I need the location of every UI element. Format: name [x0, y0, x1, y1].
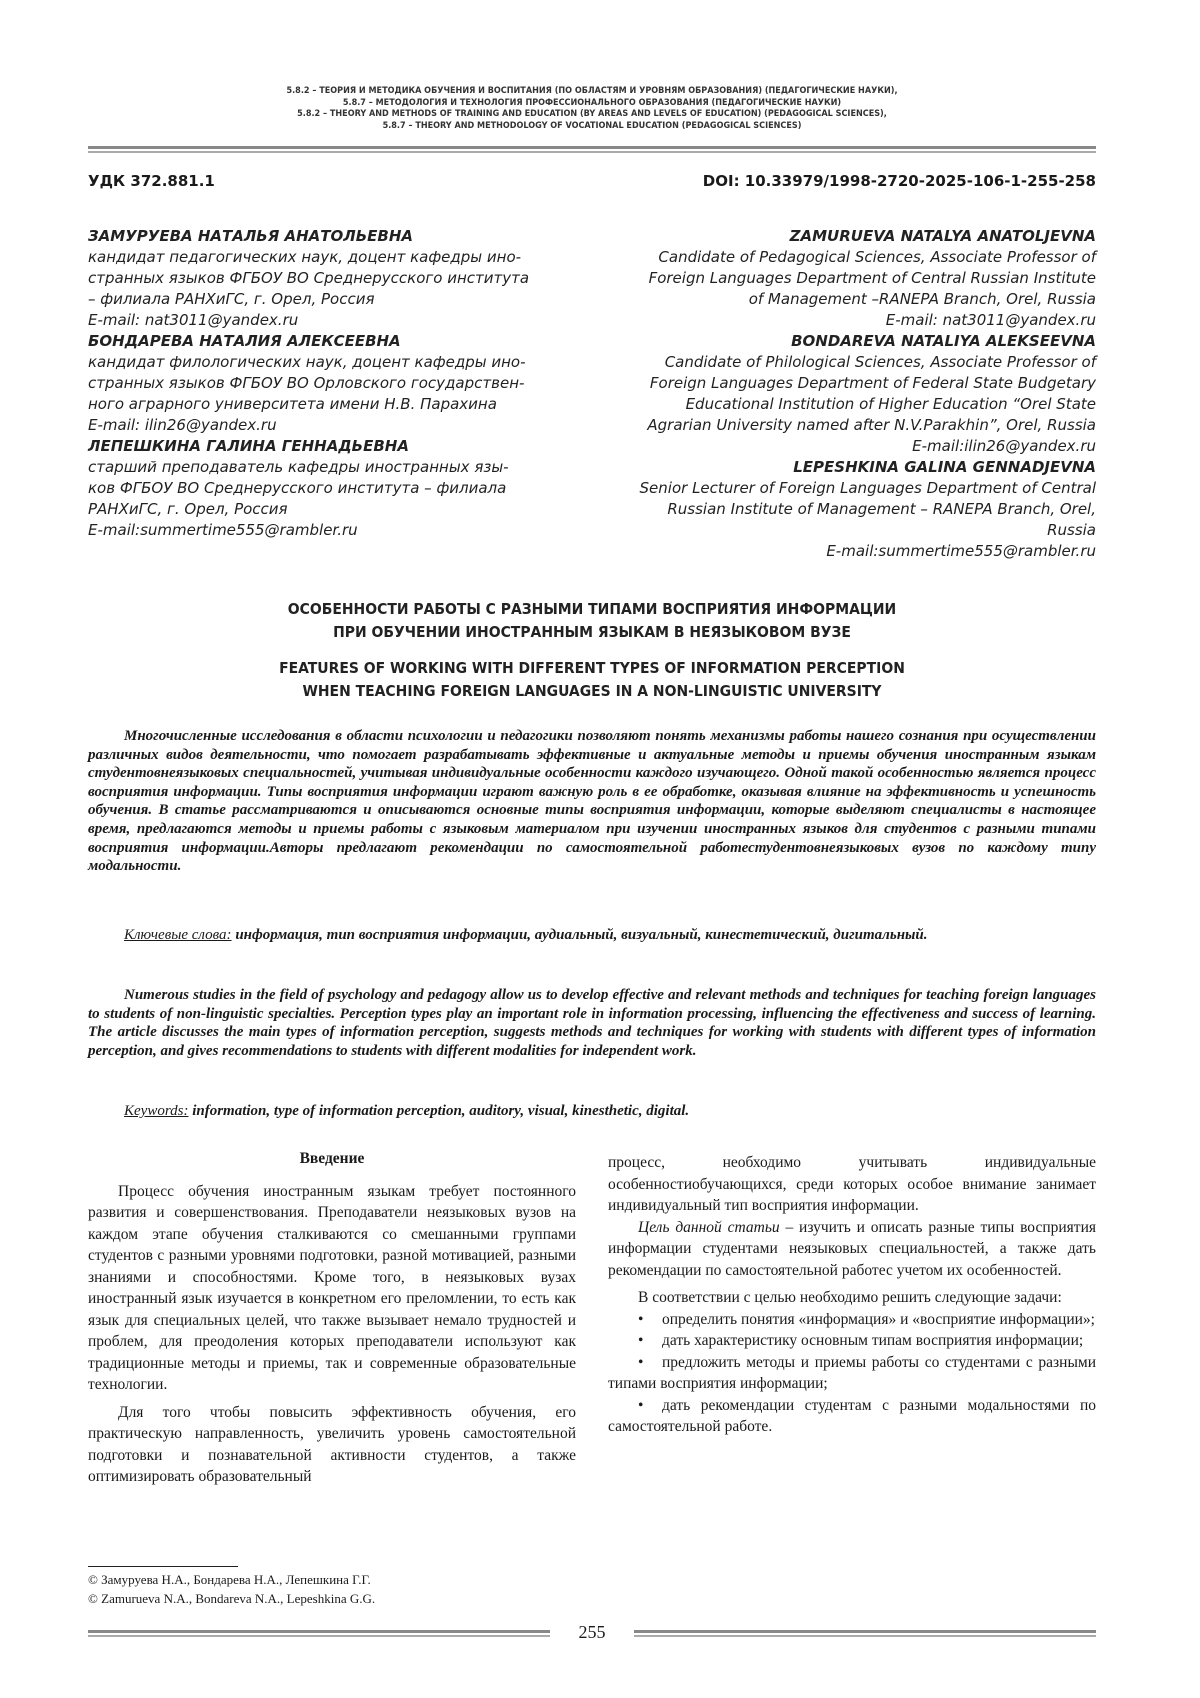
keywords-para [88, 1102, 1096, 1121]
footer-rule-left [88, 1630, 550, 1633]
author-affil: кандидат педагогических наук, доцент кафедры ино- [88, 248, 522, 266]
abstract-text: Numerous studies in the field of psychology and pedagogy allow us to develop effective and relevant methods and techniques for teaching foreign languages to students of non-linguistic specialties. Perception types play an important role in information processing, influencing the effectiveness and success of learning. The article discusses the main types of information perception, suggests methods and techniques for working with students with different types of information perception, and gives recommendations to students with different modalities for independent work. [88, 987, 1096, 1059]
footer-rule-right [634, 1630, 1096, 1633]
author-affil: странных языков ФГБОУ ВО Орловского государствен- [88, 374, 525, 392]
authors-en [612, 226, 1096, 562]
bullet-icon: • [638, 1332, 644, 1349]
authors-ru [88, 226, 570, 541]
author-affil: ков ФГБОУ ВО Среднерусского института – филиала [88, 479, 507, 497]
title-line: WHEN TEACHING FOREIGN LANGUAGES IN A NON-LINGUISTIC UNIVERSITY [302, 682, 882, 700]
journal-page [88, 0, 1096, 1698]
header-line: 5.8.7 – THEORY AND METHODOLOGY OF VOCATIONAL EDUCATION (PEDAGOGICAL SCIENCES) [382, 120, 802, 131]
paragraph: В соответствии с целью необходимо решить следующие задачи: [638, 1289, 1062, 1306]
author-affil: Foreign Languages Department of Federal State Budgetary [649, 374, 1096, 392]
header-line: 5.8.7 – МЕТОДОЛОГИЯ И ТЕХНОЛОГИЯ ПРОФЕССИОНАЛЬНОГО ОБРАЗОВАНИЯ (ПЕДАГОГИЧЕСКИЕ НАУКИ) [342, 97, 842, 108]
author-affil: of Management –RANEPA Branch, Orel, Russia [748, 290, 1096, 308]
author-name: ЛЕПЕШКИНА ГАЛИНА ГЕННАДЬЕВНА [88, 437, 409, 455]
author-email: E-mail:ilin26@yandex.ru [912, 437, 1096, 455]
author-name: ЗАМУРУЕВА НАТАЛЬЯ АНАТОЛЬЕВНА [88, 227, 413, 245]
list-item-text: определить понятия «информация» и «восприятие информации»; [662, 1310, 1095, 1328]
author-affil: Russia [1047, 521, 1096, 539]
paragraph: Для того чтобы повысить эффективность обучения, его практическую направленность, увеличить уровень самостоятельной подготовки и познавательной активности студентов, а также оптимизировать образовательный [88, 1403, 576, 1485]
header-line: 5.8.2 – ТЕОРИЯ И МЕТОДИКА ОБУЧЕНИЯ И ВОСПИТАНИЯ (ПО ОБЛАСТЯМ И УРОВНЯМ ОБРАЗОВАНИЯ) (ПЕДАГОГИЧЕСКИЕ НАУКИ), [286, 86, 898, 96]
author-affil: кандидат филологических наук, доцент кафедры ино- [88, 353, 526, 371]
footer-rule-left-thin [88, 1635, 550, 1637]
bullet-icon: • [638, 1353, 644, 1371]
list-item [608, 1352, 1096, 1395]
author-affil: Agrarian University named after N.V.Parakhin”, Orel, Russia [647, 416, 1096, 434]
title-line: ОСОБЕННОСТИ РАБОТЫ С РАЗНЫМИ ТИПАМИ ВОСПРИЯТИЯ ИНФОРМАЦИИ [287, 600, 897, 618]
author-affil: Russian Institute of Management – RANEPA Branch, Orel, [667, 500, 1096, 518]
paragraph [608, 1217, 1096, 1282]
author-affil: – филиала РАНХиГС, г. Орел, Россия [88, 290, 375, 308]
author-name: LEPESHKINA GALINA GENNADJEVNA [793, 458, 1096, 476]
copyright-en: © Zamurueva N.A., Bondareva N.A., Lepeshkina G.G. [88, 1591, 376, 1606]
meta-row [88, 172, 1096, 194]
author-affil: Senior Lecturer of Foreign Languages Department of Central [639, 479, 1096, 497]
running-header [88, 86, 1096, 132]
author-affil: Candidate of Philological Sciences, Associate Professor of [664, 353, 1096, 371]
doi: DOI: 10.33979/1998-2720-2025-106-1-255-258 [702, 172, 1096, 190]
author-email: E-mail:summertime555@rambler.ru [826, 542, 1096, 560]
keywords-label: Ключевые слова: [124, 927, 232, 943]
author-email: E-mail:summertime555@rambler.ru [88, 521, 358, 539]
author-affil: ного аграрного университета имени Н.В. Парахина [88, 395, 497, 413]
keywords-text: information, type of information perception, auditory, visual, kinesthetic, digital. [192, 1103, 690, 1119]
title-line: FEATURES OF WORKING WITH DIFFERENT TYPES OF INFORMATION PERCEPTION [279, 659, 905, 677]
footer-rule-right-thin [634, 1635, 1096, 1637]
list-item [608, 1330, 1096, 1352]
footer-bar [88, 1624, 1096, 1646]
list-item-text: дать рекомендации студентам с разными модальностями по самостоятельной работе. [608, 1396, 1096, 1435]
abstract-text: Многочисленные исследования в области психологии и педагогики позволяют понять механизмы работы нашего сознания при осуществлении различных видов деятельности, что помогает разрабатывать эффективные и актуальные методы и приемы обучения иностранным языкам студентовнеязыковых специальностей, учитывая индивидуальные особенности каждого изучающего. Одной такой особенностью является процесс восприятия информации. Типы восприятия информации играют важную роль в ее обработке, оказывая влияние на эффективность и успешность обучения. В статье рассматриваются и описываются основные типы восприятия информации, которые выделяют специалисты в настоящее время, предлагаются методы и приемы работы с языковым материалом при изучении иностранных языков для студентов с разными типами восприятия информации.Авторы предлагают рекомендации по самостоятельной работестудентовнеязыковых вузов по каждому типу модальности. [88, 728, 1096, 875]
aim-emphasis: Цель данной статьи [638, 1218, 780, 1236]
body-column-left [88, 1148, 576, 1488]
page-number: 255 [578, 1622, 606, 1642]
header-line: 5.8.2 – THEORY AND METHODS OF TRAINING AND EDUCATION (BY AREAS AND LEVELS OF EDUCATION) (PEDAGOGICAL SCIENCES), [297, 109, 887, 119]
abstract-en [88, 986, 1096, 1060]
author-affil: странных языков ФГБОУ ВО Среднерусского института [88, 269, 530, 287]
author-email: E-mail: nat3011@yandex.ru [885, 311, 1096, 329]
author-name: ZAMURUEVA NATALYA ANATOLJEVNA [789, 227, 1096, 245]
author-name: БОНДАРЕВА НАТАЛИЯ АЛЕКСЕЕВНА [88, 332, 401, 350]
aim-text: – изучить и описать разные типы восприятия информации студентами неязыковых специальностей, а также дать рекомендации по самостоятельной работес учетом их особенностей. [608, 1218, 1096, 1279]
bullet-icon: • [638, 1310, 644, 1328]
title-en [88, 657, 1096, 703]
footnote-rule [88, 1566, 238, 1567]
keywords-text: информация, тип восприятия информации, аудиальный, визуальный, кинестетический, дигитальный. [235, 927, 928, 943]
title-line: ПРИ ОБУЧЕНИИ ИНОСТРАННЫМ ЯЗЫКАМ В НЕЯЗЫКОВОМ ВУЗЕ [333, 623, 851, 641]
author-affil: Foreign Languages Department of Central Russian Institute [648, 269, 1096, 287]
author-affil: Candidate of Pedagogical Sciences, Associate Professor of [658, 248, 1096, 266]
author-affil: старший преподаватель кафедры иностранных язы- [88, 458, 509, 476]
section-heading: Введение [299, 1150, 365, 1167]
keywords-label: Keywords: [124, 1103, 189, 1119]
copyright-ru: © Замуруева Н.А., Бондарева Н.А., Лепешкина Г.Г. [88, 1572, 371, 1587]
bullet-icon: • [638, 1396, 644, 1414]
author-email: E-mail: ilin26@yandex.ru [88, 416, 277, 434]
author-affil: РАНХиГС, г. Орел, Россия [88, 500, 288, 518]
list-item-text: дать характеристику основным типам восприятия информации; [662, 1332, 1084, 1349]
paragraph: Процесс обучения иностранным языкам требует постоянного развития и совершенствования. Преподаватели неязыковых вузов на каждом этапе обучения сталкиваются со смешанными группами студентов с разными уровнями подготовки, разной мотивацией, разными знаниями и способностями. Кроме того, в неязыковых вузах иностранный язык изучается в конкретном его преломлении, то есть как язык для специальных целей, что также вызывает немало трудностей и проблем, для преодоления которых преподаватели используют как традиционные методы и приемы, так и современные образовательные технологии. [88, 1182, 576, 1393]
list-item [608, 1395, 1096, 1438]
author-email: E-mail: nat3011@yandex.ru [88, 311, 299, 329]
keywords-ru [88, 926, 1096, 945]
header-rule-thin [88, 151, 1096, 153]
list-item-text: предложить методы и приемы работы со студентами с разными типами восприятия информации; [608, 1353, 1096, 1392]
udk-code: УДК 372.881.1 [88, 172, 215, 190]
abstract-ru [88, 727, 1096, 876]
keywords-en [88, 1102, 1096, 1121]
keywords-para [88, 926, 1096, 945]
author-affil: Educational Institution of Higher Education “Orel State [685, 395, 1096, 413]
list-item [608, 1309, 1096, 1331]
paragraph: процесс, необходимо учитывать индивидуальные особенностиобучающихся, среди которых особое внимание занимает индивидуальный тип восприятия информации. [608, 1154, 1096, 1214]
author-name: BONDAREVA NATALIYA ALEKSEEVNA [791, 332, 1096, 350]
header-rule [88, 146, 1096, 149]
title-ru [88, 598, 1096, 644]
body-column-right [608, 1152, 1096, 1438]
